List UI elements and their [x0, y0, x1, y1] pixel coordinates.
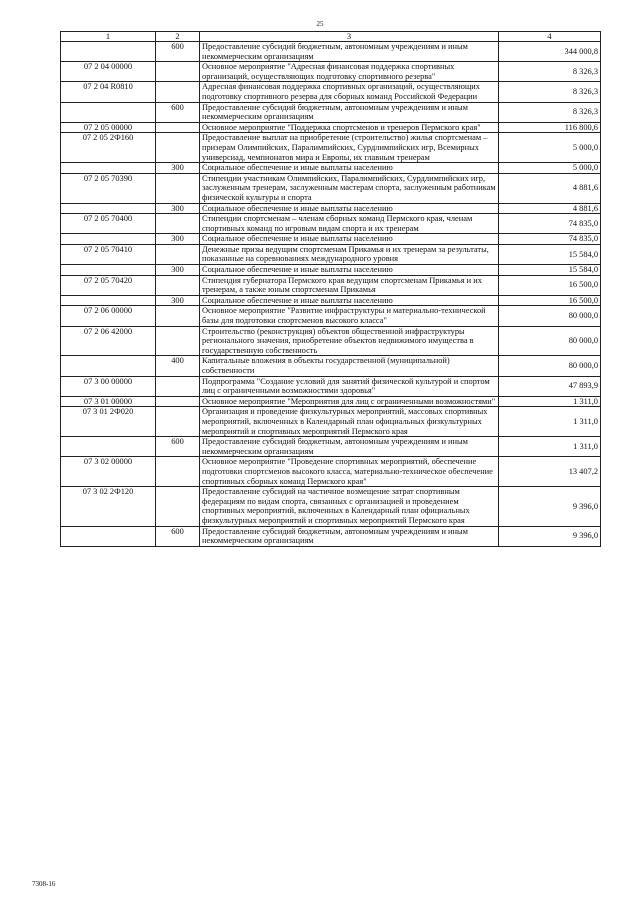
- table-row: [61, 326, 601, 356]
- amount-cell: 4 881,6: [499, 203, 601, 214]
- name-cell: Социальное обеспечение и иные выплаты населению: [200, 234, 499, 245]
- header-cell-3: 3: [200, 32, 499, 42]
- table-row: [61, 306, 601, 326]
- type-cell: [156, 407, 200, 437]
- code-cell: [61, 163, 156, 174]
- footer-code: 7308-16: [32, 880, 56, 888]
- code-cell: 07 3 00 00000: [61, 376, 156, 396]
- name-cell: Стипендии спортсменам – членам сборных команд Пермского края, членам спортивных команд по игровым видам спорта и их тренерам: [200, 214, 499, 234]
- code-cell: 07 2 05 70420: [61, 275, 156, 295]
- code-cell: 07 2 05 00000: [61, 122, 156, 133]
- name-cell: Капитальные вложения в объекты государственной (муниципальной) собственности: [200, 356, 499, 376]
- amount-cell: 5 000,0: [499, 133, 601, 163]
- type-cell: 300: [156, 265, 200, 276]
- name-cell: Предоставление субсидий на частичное возмещение затрат спортивным федерациям по видам спорта, связанных с организацией и проведением спортивных мероприятий, включенных в Календарный план официальных физкультурных мероприятий и спортивных мероприятий Пермского края: [200, 487, 499, 526]
- code-cell: [61, 102, 156, 122]
- code-cell: 07 2 05 2Ф160: [61, 133, 156, 163]
- type-cell: [156, 173, 200, 203]
- name-cell: Предоставление субсидий бюджетным, автономным учреждениям и иным некоммерческим организациям: [200, 437, 499, 457]
- code-cell: [61, 356, 156, 376]
- budget-table: [60, 31, 601, 547]
- name-cell: Основное мероприятие "Поддержка спортсменов и тренеров Пермского края": [200, 122, 499, 133]
- table-row: [61, 244, 601, 264]
- name-cell: Строительство (реконструкция) объектов общественной инфраструктуры регионального значения, приобретение объектов недвижимого имущества в государственную собственность: [200, 326, 499, 356]
- code-cell: 07 3 02 00000: [61, 457, 156, 487]
- name-cell: Предоставление субсидий бюджетным, автономным учреждениям и иным некоммерческим организациям: [200, 102, 499, 122]
- table-row: [61, 437, 601, 457]
- amount-cell: 1 311,0: [499, 437, 601, 457]
- amount-cell: 74 835,0: [499, 214, 601, 234]
- type-cell: [156, 306, 200, 326]
- code-cell: 07 2 06 42000: [61, 326, 156, 356]
- name-cell: Подпрограмма "Создание условий для занятий физической культурой и спортом лиц с ограниченными возможностями здоровья": [200, 376, 499, 396]
- name-cell: Стипендия губернатора Пермского края ведущим спортсменам Прикамья и их тренерам, а также юным спортсменам Прикамья: [200, 275, 499, 295]
- type-cell: [156, 457, 200, 487]
- amount-cell: 9 396,0: [499, 526, 601, 546]
- name-cell: Предоставление субсидий бюджетным, автономным учреждениям и иным некоммерческим организациям: [200, 526, 499, 546]
- amount-cell: 80 000,0: [499, 356, 601, 376]
- table-row: [61, 265, 601, 276]
- code-cell: 07 3 02 2Ф120: [61, 487, 156, 526]
- table-row: [61, 356, 601, 376]
- table-row: [61, 526, 601, 546]
- name-cell: Основное мероприятие "Развитие инфраструктуры и материально-технической базы для подготовки спортсменов высокого класса": [200, 306, 499, 326]
- name-cell: Социальное обеспечение и иные выплаты населению: [200, 163, 499, 174]
- amount-cell: 8 326,3: [499, 82, 601, 102]
- code-cell: 07 2 04 00000: [61, 62, 156, 82]
- name-cell: Стипендии участникам Олимпийских, Паралимпийских, Сурдлимпийских игр, заслуженным тренерам, заслуженным мастерам спорта, заслуженным работникам физической культуры и спорта: [200, 173, 499, 203]
- table-row: [61, 133, 601, 163]
- type-cell: [156, 487, 200, 526]
- type-cell: [156, 396, 200, 407]
- type-cell: 300: [156, 163, 200, 174]
- code-cell: 07 2 04 R0810: [61, 82, 156, 102]
- type-cell: [156, 122, 200, 133]
- name-cell: Предоставление выплат на приобретение (строительство) жилья спортсменам – призерам Олимпийских, Паралимпийских, Сурдлимпийских игр, Всемирных универсиад, чемпионатов мира и Европы, их главным тренерам: [200, 133, 499, 163]
- table-row: [61, 396, 601, 407]
- code-cell: [61, 203, 156, 214]
- table-row: [61, 102, 601, 122]
- code-cell: [61, 437, 156, 457]
- code-cell: [61, 295, 156, 306]
- amount-cell: 47 893,9: [499, 376, 601, 396]
- header-cell-4: 4: [499, 32, 601, 42]
- type-cell: 300: [156, 295, 200, 306]
- name-cell: Адресная финансовая поддержка спортивных организаций, осуществляющих подготовку спортивного резерва для сборных команд Российской Федерации: [200, 82, 499, 102]
- amount-cell: 116 800,6: [499, 122, 601, 133]
- table-row: [61, 234, 601, 245]
- name-cell: Социальное обеспечение и иные выплаты населению: [200, 295, 499, 306]
- table-row: [61, 487, 601, 526]
- amount-cell: 15 584,0: [499, 265, 601, 276]
- page-number: 25: [316, 20, 324, 28]
- table-row: [61, 62, 601, 82]
- amount-cell: 13 407,2: [499, 457, 601, 487]
- table-row: [61, 122, 601, 133]
- name-cell: Основное мероприятие "Мероприятия для лиц с ограниченными возможностями": [200, 396, 499, 407]
- amount-cell: 4 881,6: [499, 173, 601, 203]
- type-cell: [156, 133, 200, 163]
- amount-cell: 80 000,0: [499, 326, 601, 356]
- amount-cell: 16 500,0: [499, 275, 601, 295]
- type-cell: [156, 326, 200, 356]
- amount-cell: 8 326,3: [499, 102, 601, 122]
- header-cell-1: 1: [61, 32, 156, 42]
- type-cell: [156, 275, 200, 295]
- table-row: [61, 203, 601, 214]
- type-cell: [156, 82, 200, 102]
- amount-cell: 16 500,0: [499, 295, 601, 306]
- name-cell: Организация и проведение физкультурных мероприятий, массовых спортивных мероприятий, включенных в Календарный план официальных физкультурных мероприятий и спортивных мероприятий Пермского края: [200, 407, 499, 437]
- type-cell: 600: [156, 102, 200, 122]
- table-row: [61, 376, 601, 396]
- type-cell: 300: [156, 203, 200, 214]
- table-row: [61, 82, 601, 102]
- code-cell: 07 2 05 70390: [61, 173, 156, 203]
- header-cell-2: 2: [156, 32, 200, 42]
- table-row: [61, 42, 601, 62]
- amount-cell: 9 396,0: [499, 487, 601, 526]
- code-cell: 07 2 06 00000: [61, 306, 156, 326]
- table-row: [61, 214, 601, 234]
- type-cell: 600: [156, 526, 200, 546]
- table-row: [61, 173, 601, 203]
- type-cell: 400: [156, 356, 200, 376]
- table-row: [61, 163, 601, 174]
- name-cell: Основное мероприятие "Адресная финансовая поддержка спортивных организаций, осуществляющих подготовку спортивного резерва": [200, 62, 499, 82]
- code-cell: [61, 234, 156, 245]
- table-row: [61, 407, 601, 437]
- amount-cell: 5 000,0: [499, 163, 601, 174]
- type-cell: [156, 244, 200, 264]
- amount-cell: 344 000,8: [499, 42, 601, 62]
- code-cell: 07 2 05 70410: [61, 244, 156, 264]
- table-row: [61, 295, 601, 306]
- code-cell: [61, 42, 156, 62]
- code-cell: 07 3 01 00000: [61, 396, 156, 407]
- name-cell: Денежные призы ведущим спортсменам Прикамья и их тренерам за результаты, показанные на соревнованиях международного уровня: [200, 244, 499, 264]
- amount-cell: 15 584,0: [499, 244, 601, 264]
- name-cell: Социальное обеспечение и иные выплаты населению: [200, 203, 499, 214]
- type-cell: 300: [156, 234, 200, 245]
- type-cell: [156, 62, 200, 82]
- code-cell: [61, 526, 156, 546]
- name-cell: Социальное обеспечение и иные выплаты населению: [200, 265, 499, 276]
- type-cell: [156, 376, 200, 396]
- code-cell: 07 3 01 2Ф020: [61, 407, 156, 437]
- amount-cell: 74 835,0: [499, 234, 601, 245]
- code-cell: 07 2 05 70400: [61, 214, 156, 234]
- amount-cell: 1 311,0: [499, 407, 601, 437]
- table-header-row: [61, 32, 601, 42]
- amount-cell: 8 326,3: [499, 62, 601, 82]
- table-row: [61, 457, 601, 487]
- type-cell: 600: [156, 42, 200, 62]
- amount-cell: 80 000,0: [499, 306, 601, 326]
- type-cell: [156, 214, 200, 234]
- type-cell: 600: [156, 437, 200, 457]
- name-cell: Предоставление субсидий бюджетным, автономным учреждениям и иным некоммерческим организациям: [200, 42, 499, 62]
- amount-cell: 1 311,0: [499, 396, 601, 407]
- table-row: [61, 275, 601, 295]
- table-body: [61, 42, 601, 547]
- code-cell: [61, 265, 156, 276]
- name-cell: Основное мероприятие "Проведение спортивных мероприятий, обеспечение подготовки спортсменов высокого класса, материально-техническое обеспечение спортивных сборных команд Пермского края": [200, 457, 499, 487]
